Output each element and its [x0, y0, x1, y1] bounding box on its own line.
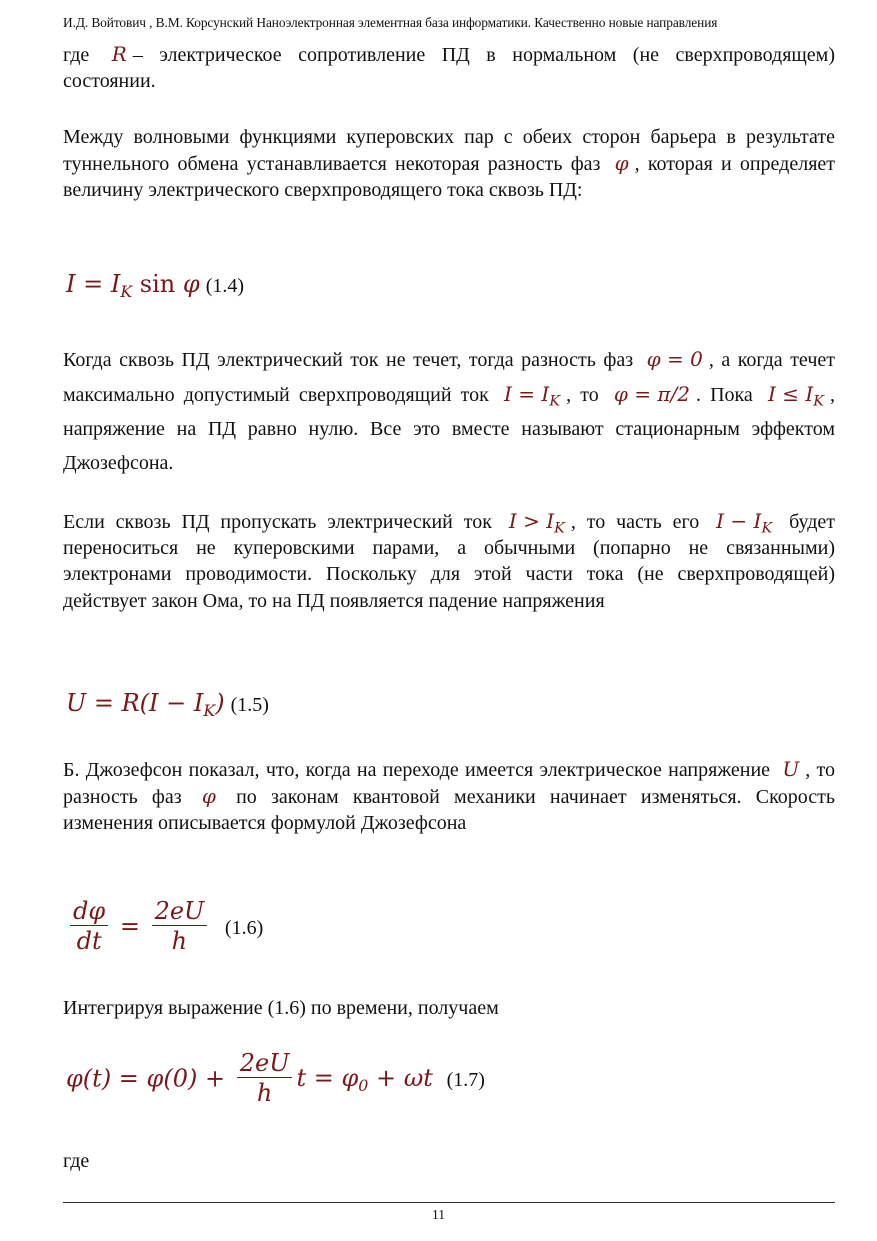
- text: Когда сквозь ПД электрический ток не течет, тогда разность фаз: [63, 349, 634, 371]
- text: , то часть его: [570, 511, 700, 533]
- math-inline: φ = π/2: [613, 382, 690, 406]
- text: Между волновыми функциями куперовских пар с обеих сторон барьера в результате туннельного обмена устанавливается некоторая разность фаз: [63, 126, 835, 176]
- math-inline: U: [782, 757, 800, 781]
- equation-expression: φ(t) = φ(0) + $\frac{2eU}{h}$ $t = \varphi_0 + \omega t$: [66, 1049, 433, 1108]
- paragraph-ohm-law: [63, 508, 835, 614]
- text: , то: [566, 384, 599, 406]
- paragraph-josephson-voltage: [63, 756, 835, 837]
- paragraph-stationary-effect: [63, 342, 835, 480]
- footer-divider: [63, 1202, 835, 1203]
- equation-number: (1.5): [230, 694, 269, 716]
- equation-1-7: [66, 1050, 485, 1107]
- text: , которая и определяет величину электрического сверхпроводящего тока сквозь ПД:: [63, 153, 836, 202]
- equation-expression: $\frac{d\varphi}{dt}$ = $\frac{2eU}{h}$: [66, 911, 219, 939]
- math-inline: φ: [614, 151, 629, 176]
- math-inline: $I > I_K$: [508, 509, 565, 537]
- equation-number: (1.6): [224, 916, 264, 939]
- text: будет переноситься не куперовскими парами, а обычными (попарно не связанными) электронами проводимости. Поскольку для этой части тока (не сверхпроводящей) действует закон Ома, то на ПД появляется падение напряжения: [63, 511, 836, 612]
- equation-expression: $U = R(I - I_K)$: [66, 689, 225, 721]
- text: . Пока: [695, 384, 753, 406]
- math-inline: $I = I_K$: [504, 382, 561, 410]
- text: , а когда течет максимально допустимый сверхпроводящий ток: [63, 349, 835, 406]
- equation-number: (1.7): [446, 1068, 485, 1091]
- text: где: [63, 44, 90, 66]
- text: Б. Джозефсон показал, что, когда на переходе имеется электрическое напряжение: [63, 759, 771, 781]
- paragraph-phase-difference: [63, 124, 835, 204]
- text: , напряжение на ПД равно нулю. Все это вместе называют стационарным эффектом Джозефсона.: [63, 384, 835, 474]
- text: – электрическое сопротивление ПД в нормальном (не сверхпроводящем) состоянии.: [63, 44, 835, 93]
- page-number: 11: [432, 1207, 445, 1222]
- equation-1-4: [66, 270, 245, 302]
- running-header: И.Д. Войтович , В.М. Корсунский Наноэлектронная элементная база информатики. Качественно новые направления: [63, 15, 718, 30]
- text: , то разность фаз: [63, 759, 835, 809]
- math-inline: R: [111, 42, 127, 66]
- math-inline: $I - I_K$: [716, 509, 773, 537]
- text: Если сквозь ПД пропускать электрический ток: [63, 511, 492, 533]
- equation-number: (1.4): [205, 275, 245, 297]
- math-inline: φ: [201, 784, 216, 809]
- paragraph-integrating: Интегрируя выражение (1.6) по времени, получаем: [63, 997, 499, 1019]
- equation-1-6: [66, 898, 263, 955]
- equation-expression: $I = I_K$ sin φ: [66, 270, 200, 302]
- paragraph-where: где: [63, 1150, 90, 1172]
- paragraph-resistance: [63, 41, 835, 94]
- math-inline: $I \le I_K$: [767, 382, 824, 410]
- text: по законам квантовой механики начинает изменяться. Скорость изменения описывается формулой Джозефсона: [63, 786, 836, 835]
- math-inline: φ = 0: [646, 347, 703, 371]
- equation-1-5: [66, 689, 269, 721]
